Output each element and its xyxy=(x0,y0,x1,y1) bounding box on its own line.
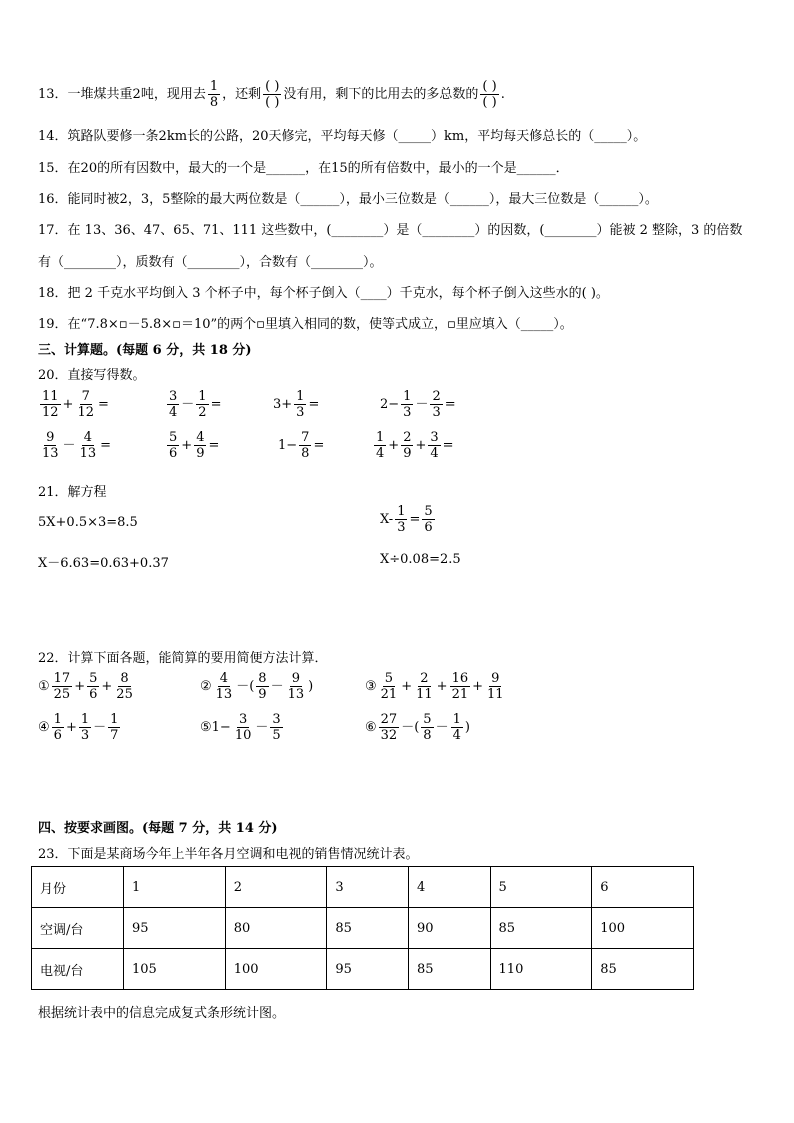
section-4-heading: 四、按要求画图。(每题 7 分，共 14 分) xyxy=(38,821,278,836)
calc-20-6: $\frac{5}{6}$ + $\frac{4}{9}$ = xyxy=(169,430,220,461)
calc-20-8: $\frac{1}{4}$ + $\frac{2}{9}$ + $\frac{3}{4}$ = xyxy=(376,430,454,461)
calc-20-3: 3+ $\frac{1}{3}$ = xyxy=(273,389,320,420)
calc-20-7: 1− $\frac{7}{8}$ = xyxy=(278,430,325,461)
calc-22-4: ④ $\frac{1}{6}$ + $\frac{1}{3}$ － $\frac{1}{7}$ xyxy=(38,712,119,743)
table-row: 月份 1 2 3 4 5 6 xyxy=(32,867,694,908)
calc-22-2: ② $\frac{4}{13}$ －( $\frac{8}{9}$ － $\frac{9}{13}$ ) xyxy=(200,671,314,702)
question-13: 13．一堆煤共重2吨，现用去 $\frac{1}{8}$ ，还剩 $\frac{( )}{( )}$ 没有用，剩下的比用去的多总数的 $\frac{( )}{( )}$ . xyxy=(38,79,505,110)
calc-20-2: $\frac{3}{4}$ － $\frac{1}{2}$ = xyxy=(169,389,222,420)
equation-2: X- $\frac{1}{3}$ = $\frac{5}{6}$ xyxy=(380,504,433,535)
calc-20-1: $\frac{11}{12}$ + $\frac{7}{12}$ = xyxy=(42,389,109,420)
question-17-line2: 有（________），质数有（________），合数有（________）。 xyxy=(38,255,383,270)
equation-3: X－6.63=0.63+0.37 xyxy=(38,556,169,571)
question-18: 18．把 2 千克水平均倒入 3 个杯子中，每个杯子倒入（____）千克水，每个杯子倒入这些水的( )。 xyxy=(38,286,609,301)
calc-20-5: $\frac{9}{13}$ － $\frac{4}{13}$ = xyxy=(42,430,112,461)
question-23-note: 根据统计表中的信息完成复式条形统计图。 xyxy=(38,1006,286,1021)
fraction: $\frac{1}{8}$ xyxy=(209,79,219,110)
question-22-title: 22．计算下面各题，能简算的要用简便方法计算． xyxy=(38,651,328,666)
equation-1: 5X+0.5×3=8.5 xyxy=(38,515,138,530)
question-15: 15．在20的所有因数中，最大的一个是______，在15的所有倍数中，最小的一个是______． xyxy=(38,161,569,176)
question-14: 14．筑路队要修一条2km长的公路，20天修完，平均每天修（_____）km，平均每天修总长的（_____）。 xyxy=(38,129,647,144)
answer-blank: $\frac{( )}{( )}$ xyxy=(482,79,497,110)
table-row: 空调/台 95 80 85 90 85 100 xyxy=(32,908,694,949)
question-21-title: 21．解方程 xyxy=(38,485,107,500)
question-16: 16．能同时被2，3，5整除的最大两位数是（______），最小三位数是（______），最大三位数是（______）。 xyxy=(38,192,658,207)
question-20-title: 20．直接写得数。 xyxy=(38,368,146,383)
calc-22-6: ⑥ $\frac{27}{32}$ －( $\frac{5}{8}$ － $\frac{1}{4}$ ) xyxy=(365,712,470,743)
calc-22-5: ⑤1− $\frac{3}{10}$ － $\frac{3}{5}$ xyxy=(200,712,281,743)
equation-4: X÷0.08=2.5 xyxy=(380,552,461,567)
answer-blank: $\frac{( )}{( )}$ xyxy=(265,79,280,110)
table-row: 电视/台 105 100 95 85 110 85 xyxy=(32,949,694,990)
sales-table xyxy=(31,866,694,990)
calc-22-1: ① $\frac{17}{25}$ + $\frac{5}{6}$ + $\frac{8}{25}$ xyxy=(38,671,133,702)
question-23-title: 23．下面是某商场今年上半年各月空调和电视的销售情况统计表。 xyxy=(38,847,419,862)
calc-20-4: 2− $\frac{1}{3}$ － $\frac{2}{3}$ = xyxy=(380,389,456,420)
calc-22-3: ③ $\frac{5}{21}$ + $\frac{2}{11}$ + $\frac{16}{21}$ + $\frac{9}{11}$ xyxy=(365,671,504,702)
question-19: 19．在“7.8×▫－5.8×▫＝10”的两个▫里填入相同的数，使等式成立，▫里应填入（_____）。 xyxy=(38,317,573,332)
section-3-heading: 三、计算题。(每题 6 分，共 18 分) xyxy=(38,343,252,358)
question-17-line1: 17．在 13、36、47、65、71、111 这些数中，(________）是（________）的因数，(________）能被 2 整除，3 的倍数 xyxy=(38,223,743,238)
